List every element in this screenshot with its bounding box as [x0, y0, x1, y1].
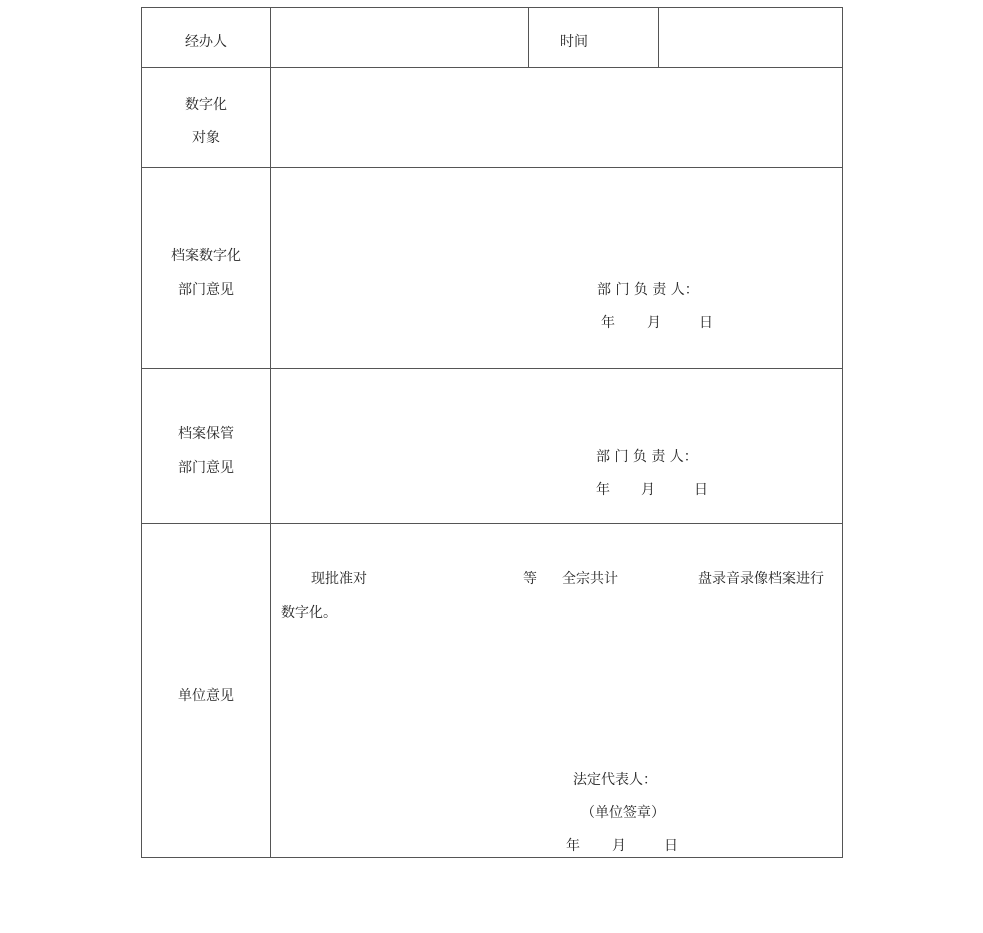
- approval-text-part5: 数字化。: [281, 605, 337, 621]
- date-month: 月: [641, 482, 655, 498]
- handler-label: 经办人: [185, 34, 227, 50]
- approval-text-part4: 盘录音录像档案进行: [698, 571, 824, 587]
- time-label: 时间: [560, 34, 588, 50]
- archive-custody-dept-label-line2: 部门意见: [178, 460, 234, 476]
- row-divider: [142, 67, 842, 68]
- digitization-object-label-line2: 对象: [192, 130, 220, 146]
- row-divider: [142, 167, 842, 168]
- date-day: 日: [664, 838, 678, 854]
- dept-head-label: 部 门 负 责 人：: [597, 282, 699, 298]
- digitization-approval-form: [141, 7, 843, 858]
- archive-custody-dept-label-line1: 档案保管: [178, 426, 234, 442]
- column-divider: [658, 8, 659, 67]
- date-year: 年: [566, 838, 580, 854]
- column-divider: [270, 8, 271, 857]
- unit-seal-label: （单位签章）: [581, 805, 665, 821]
- archive-digitization-dept-label-line1: 档案数字化: [171, 248, 241, 264]
- date-year: 年: [596, 482, 610, 498]
- approval-text-part3: 全宗共计: [562, 571, 618, 587]
- archive-digitization-dept-label-line2: 部门意见: [178, 282, 234, 298]
- date-day: 日: [694, 482, 708, 498]
- date-day: 日: [699, 315, 713, 331]
- date-year: 年: [601, 315, 615, 331]
- column-divider: [528, 8, 529, 67]
- row-divider: [142, 368, 842, 369]
- approval-text-part1: 现批准对: [311, 571, 367, 587]
- legal-representative-label: 法定代表人：: [573, 772, 657, 788]
- dept-head-label: 部 门 负 责 人：: [596, 449, 698, 465]
- date-month: 月: [647, 315, 661, 331]
- approval-text-part2: 等: [523, 571, 537, 587]
- digitization-object-label-line1: 数字化: [185, 97, 227, 113]
- unit-opinion-label: 单位意见: [178, 688, 234, 704]
- date-month: 月: [612, 838, 626, 854]
- row-divider: [142, 523, 842, 524]
